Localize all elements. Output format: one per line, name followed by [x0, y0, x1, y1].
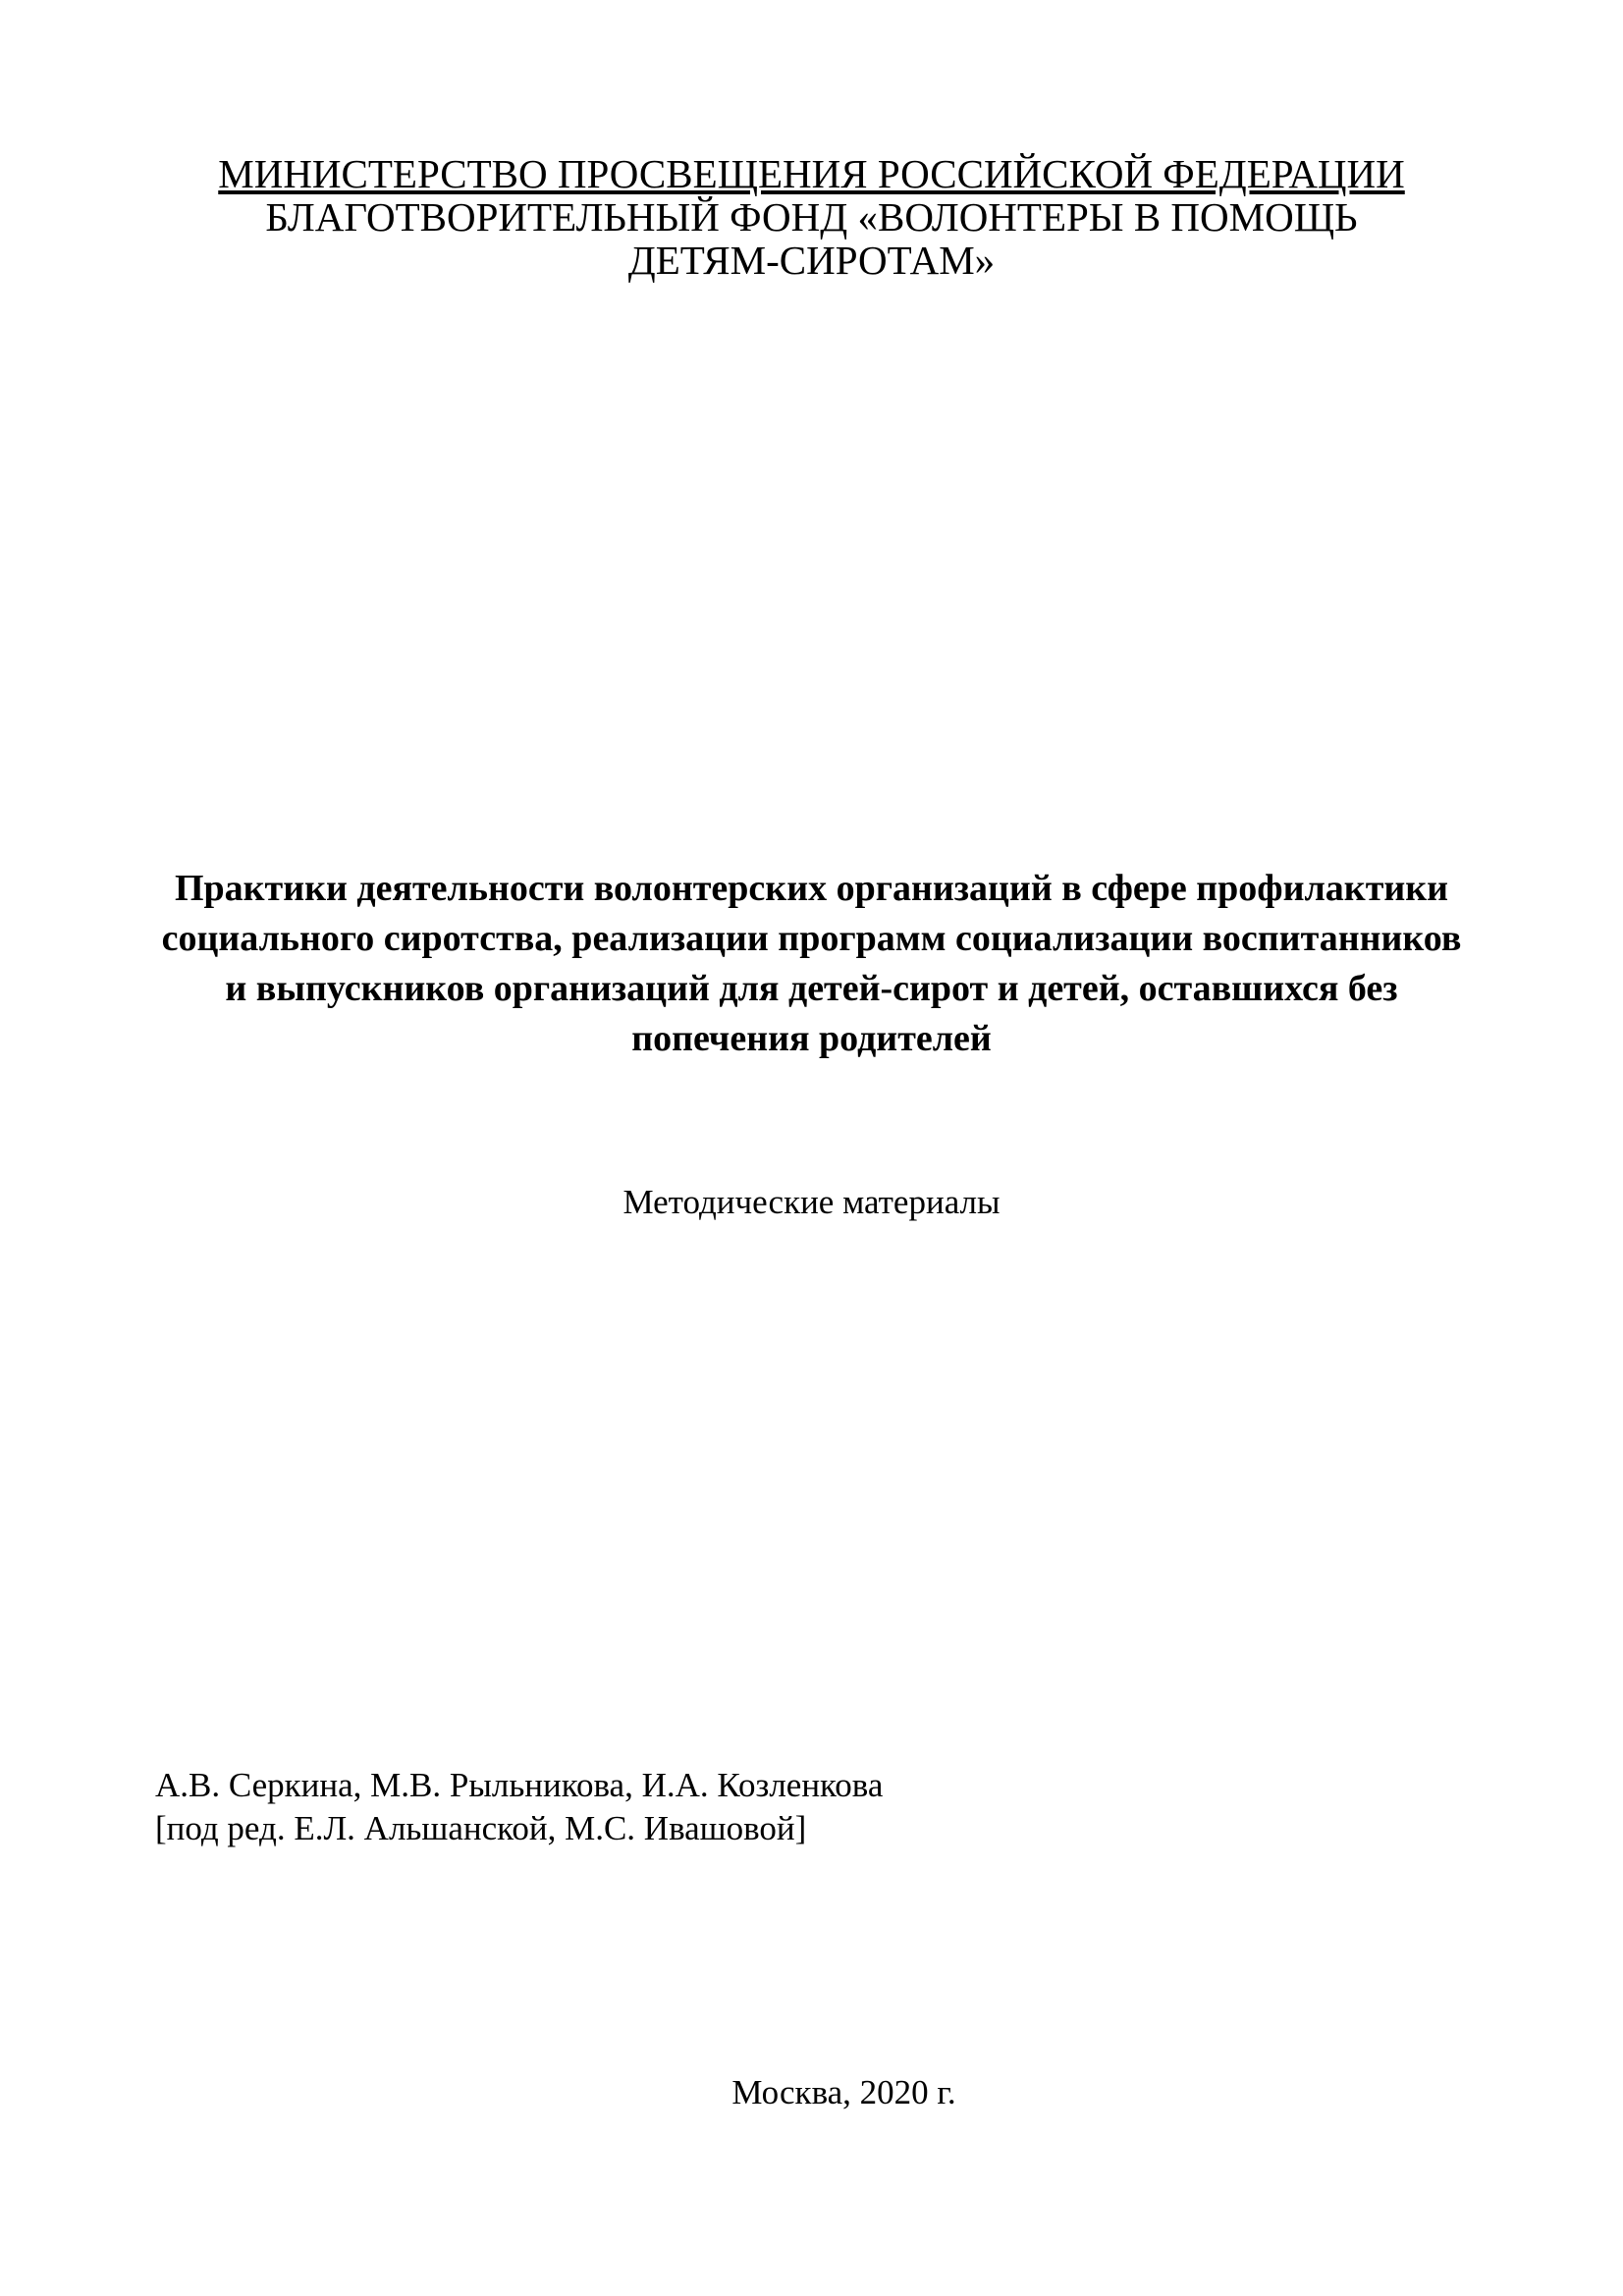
editors-note: [под ред. Е.Л. Альшанской, М.С. Ивашовой]	[155, 1809, 807, 1847]
author-names: А.В. Серкина, М.В. Рыльникова, И.А. Козленкова	[155, 1766, 884, 1804]
foundation-name-line-1: БЛАГОТВОРИТЕЛЬНЫЙ ФОНД «ВОЛОНТЕРЫ В ПОМОЩЬ	[265, 194, 1358, 240]
foundation-name-line-2: ДЕТЯМ-СИРОТАМ»	[627, 238, 996, 283]
authors-block	[155, 1764, 883, 1850]
place-and-year	[0, 2073, 1623, 2112]
ministry-name: МИНИСТЕРСТВО ПРОСВЕЩЕНИЯ РОССИЙСКОЙ ФЕДЕРАЦИИ	[218, 151, 1405, 196]
place-year-text: Москва, 2020 г.	[731, 2073, 956, 2111]
document-subtitle: Методические материалы	[622, 1183, 1001, 1221]
document-title: Практики деятельности волонтерских организаций в сфере профилактики социального сиротства, реализации программ социализации воспитанников и выпускников организаций для детей-сирот и детей, оставшихся без попечения родителей	[161, 868, 1462, 1059]
page-header	[0, 152, 1623, 282]
